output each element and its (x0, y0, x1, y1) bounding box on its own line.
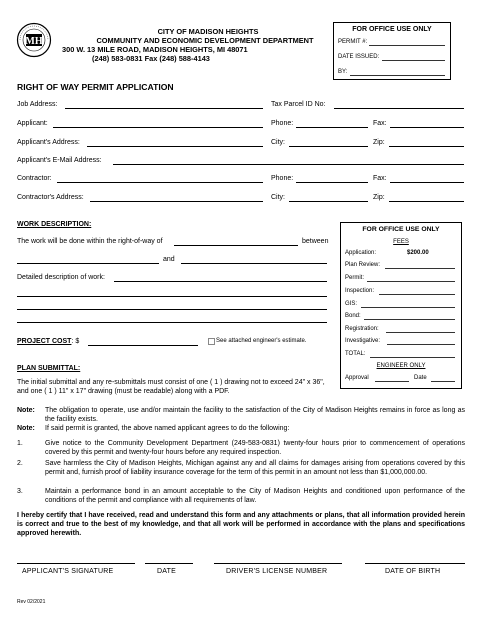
permit-number-field[interactable] (369, 45, 445, 46)
date-of-birth-line[interactable] (365, 563, 465, 564)
contractor-phone-label: Phone: (271, 175, 294, 182)
office-use-title-top: FOR OFFICE USE ONLY (352, 26, 432, 33)
bond-field[interactable] (364, 319, 455, 320)
applicant-zip-label: Zip: (373, 139, 385, 146)
applicant-signature-label: APPLICANT'S SIGNATURE (22, 568, 114, 575)
date-issued-field[interactable] (382, 60, 445, 61)
investigative-label: Investigative: (345, 338, 381, 344)
agreement-text-1: Give notice to the Community Development Department (249-583-0831) twenty-four hours prior to commencement of operations covered by this permit and twenty-four hours before any required inspection. (45, 440, 465, 456)
office-use-title-fees: FOR OFFICE USE ONLY (362, 226, 440, 233)
detail-line-2[interactable] (17, 296, 327, 297)
form-title: RIGHT OF WAY PERMIT APPLICATION (17, 82, 174, 92)
note-label-1: Note: (17, 407, 35, 414)
work-and-text: and (163, 256, 175, 263)
agreement-text-3: Maintain a performance bond in an amount acceptable to the City of Madison Heights and conditioned upon performance of the conditions of the permit and compliance with all requirements of law. (45, 488, 465, 504)
city-name: CITY OF MADISON HEIGHTS (157, 27, 259, 36)
registration-label: Registration: (345, 326, 379, 332)
work-street-field[interactable] (174, 245, 298, 246)
detail-line-3[interactable] (17, 309, 327, 310)
department-address: 300 W. 13 MILE ROAD, MADISON HEIGHTS, MI 48071 (62, 45, 248, 54)
applicant-label: Applicant: (17, 120, 48, 127)
applicant-zip-field[interactable] (389, 146, 464, 147)
contractor-field[interactable] (57, 182, 263, 183)
agreement-number-2: 2. (17, 460, 23, 467)
bond-label: Bond: (345, 313, 361, 319)
plan-submittal-text: The initial submittal and any re-submittals must consist of one ( 1 ) drawing not to exceed 24" x 36", and one ( 1 ) 11" x 17" drawing (must be readable) along with a PDF. (17, 379, 325, 395)
job-address-field[interactable] (65, 108, 263, 109)
applicant-signature-line[interactable] (17, 563, 135, 564)
note-text-1: The obligation to operate, use and/or maintain the facility to the satisfaction of the City of Madison Heights remains in force as long as the facility exists. (45, 407, 465, 423)
tax-parcel-field[interactable] (334, 108, 464, 109)
engineer-estimate-label: See attached engineer's estimate. (216, 338, 307, 344)
approval-label: Approval (345, 375, 369, 381)
date-issued-label: DATE ISSUED: (338, 54, 380, 60)
detailed-description-label: Detailed description of work: (17, 274, 105, 281)
detail-line-4[interactable] (17, 322, 327, 323)
engineer-estimate-checkbox[interactable] (208, 338, 215, 345)
project-cost-field[interactable] (88, 345, 198, 346)
revision-label: Rev 02/2021 (17, 599, 46, 605)
office-use-box-top (333, 22, 451, 80)
application-fee-value: $200.00 (407, 250, 429, 256)
note-text-2: If said permit is granted, the above named applicant agrees to do the following: (45, 425, 290, 432)
applicant-phone-label: Phone: (271, 120, 294, 127)
certification-statement: I hereby certify that I have received, read and understand this form and any attachments or plans, that all information provided herein is correct and true to the best of my knowledge, and that all work will be performed in accordance with the plans and specifications approved herewith. (17, 512, 465, 537)
project-cost-dollar: : $ (71, 338, 80, 345)
detail-line-1[interactable] (114, 281, 327, 282)
department-phone: (248) 583-0831 Fax (248) 588-4143 (92, 54, 210, 63)
date-of-birth-label: DATE OF BIRTH (385, 568, 441, 575)
date-line[interactable] (145, 563, 193, 564)
department-name: COMMUNITY AND ECONOMIC DEVELOPMENT DEPARTMENT (96, 36, 314, 45)
applicant-phone-field[interactable] (296, 127, 368, 128)
plan-review-field[interactable] (385, 268, 455, 269)
applicant-city-field[interactable] (289, 146, 368, 147)
project-cost-label: PROJECT COST (17, 338, 72, 345)
license-number-line[interactable] (214, 563, 342, 564)
work-between-text: between (302, 238, 329, 245)
fees-heading: FEES (393, 239, 409, 245)
inspection-field[interactable] (379, 294, 455, 295)
total-label: TOTAL: (345, 351, 366, 357)
contractor-city-label: City: (271, 194, 285, 201)
application-fee-label: Application: (345, 250, 377, 256)
permit-number-label: PERMIT #: (338, 39, 368, 45)
applicant-fax-label: Fax: (373, 120, 387, 127)
gis-label: GIS: (345, 301, 358, 307)
signature-date-label: DATE (157, 568, 176, 575)
tax-parcel-label: Tax Parcel ID No: (271, 101, 326, 108)
agreement-number-3: 3. (17, 488, 23, 495)
contractor-city-field[interactable] (289, 201, 368, 202)
applicant-fax-field[interactable] (390, 127, 464, 128)
email-field[interactable] (113, 164, 464, 165)
permit-fee-label: Permit: (345, 275, 365, 281)
total-field[interactable] (370, 357, 455, 358)
contractor-phone-field[interactable] (296, 182, 368, 183)
license-number-label: DRIVER'S LICENSE NUMBER (226, 568, 328, 575)
engineer-only-heading: ENGINEER ONLY (376, 363, 426, 369)
gis-field[interactable] (361, 307, 455, 308)
work-to-field[interactable] (181, 263, 327, 264)
contractor-label: Contractor: (17, 175, 52, 182)
work-from-field[interactable] (17, 263, 159, 264)
by-field[interactable] (350, 75, 445, 76)
applicants-address-label: Applicant's Address: (17, 139, 80, 146)
city-seal-logo (16, 22, 52, 58)
applicant-field[interactable] (53, 127, 263, 128)
permit-fee-field[interactable] (367, 281, 455, 282)
investigative-field[interactable] (387, 344, 455, 345)
email-label: Applicant's E-Mail Address: (17, 157, 102, 164)
approval-date-field[interactable] (431, 381, 455, 382)
inspection-label: Inspection: (345, 288, 375, 294)
work-row-text: The work will be done within the right-of-way of (17, 238, 163, 245)
contractors-address-label: Contractor's Address: (17, 194, 84, 201)
contractor-zip-label: Zip: (373, 194, 385, 201)
agreement-text-2: Save harmless the City of Madison Heights, Michigan against any and all claims for damages arising from operations covered by this permit and, furnish proof of liability insurance coverage for the term of this permit in an amount not less than $1,000,000.00. (45, 460, 465, 476)
contractor-zip-field[interactable] (389, 201, 464, 202)
registration-field[interactable] (386, 332, 455, 333)
job-address-label: Job Address: (17, 101, 58, 108)
plan-submittal-heading: PLAN SUBMITTAL: (17, 365, 81, 372)
approval-date-label: Date (414, 375, 427, 381)
note-label-2: Note: (17, 425, 35, 432)
contractors-address-field[interactable] (90, 201, 263, 202)
agreement-number-1: 1. (17, 440, 23, 447)
applicants-address-field[interactable] (87, 146, 263, 147)
approval-field[interactable] (375, 381, 409, 382)
project-cost-row (17, 337, 79, 346)
plan-review-label: Plan Review: (345, 262, 381, 268)
applicant-city-label: City: (271, 139, 285, 146)
by-label: BY: (338, 69, 348, 75)
seal-graphic (16, 22, 52, 58)
seal-letters: MH (25, 36, 43, 47)
contractor-fax-field[interactable] (390, 182, 464, 183)
contractor-fax-label: Fax: (373, 175, 387, 182)
work-description-heading: WORK DESCRIPTION: (17, 221, 92, 228)
office-use-box-fees (340, 222, 462, 389)
